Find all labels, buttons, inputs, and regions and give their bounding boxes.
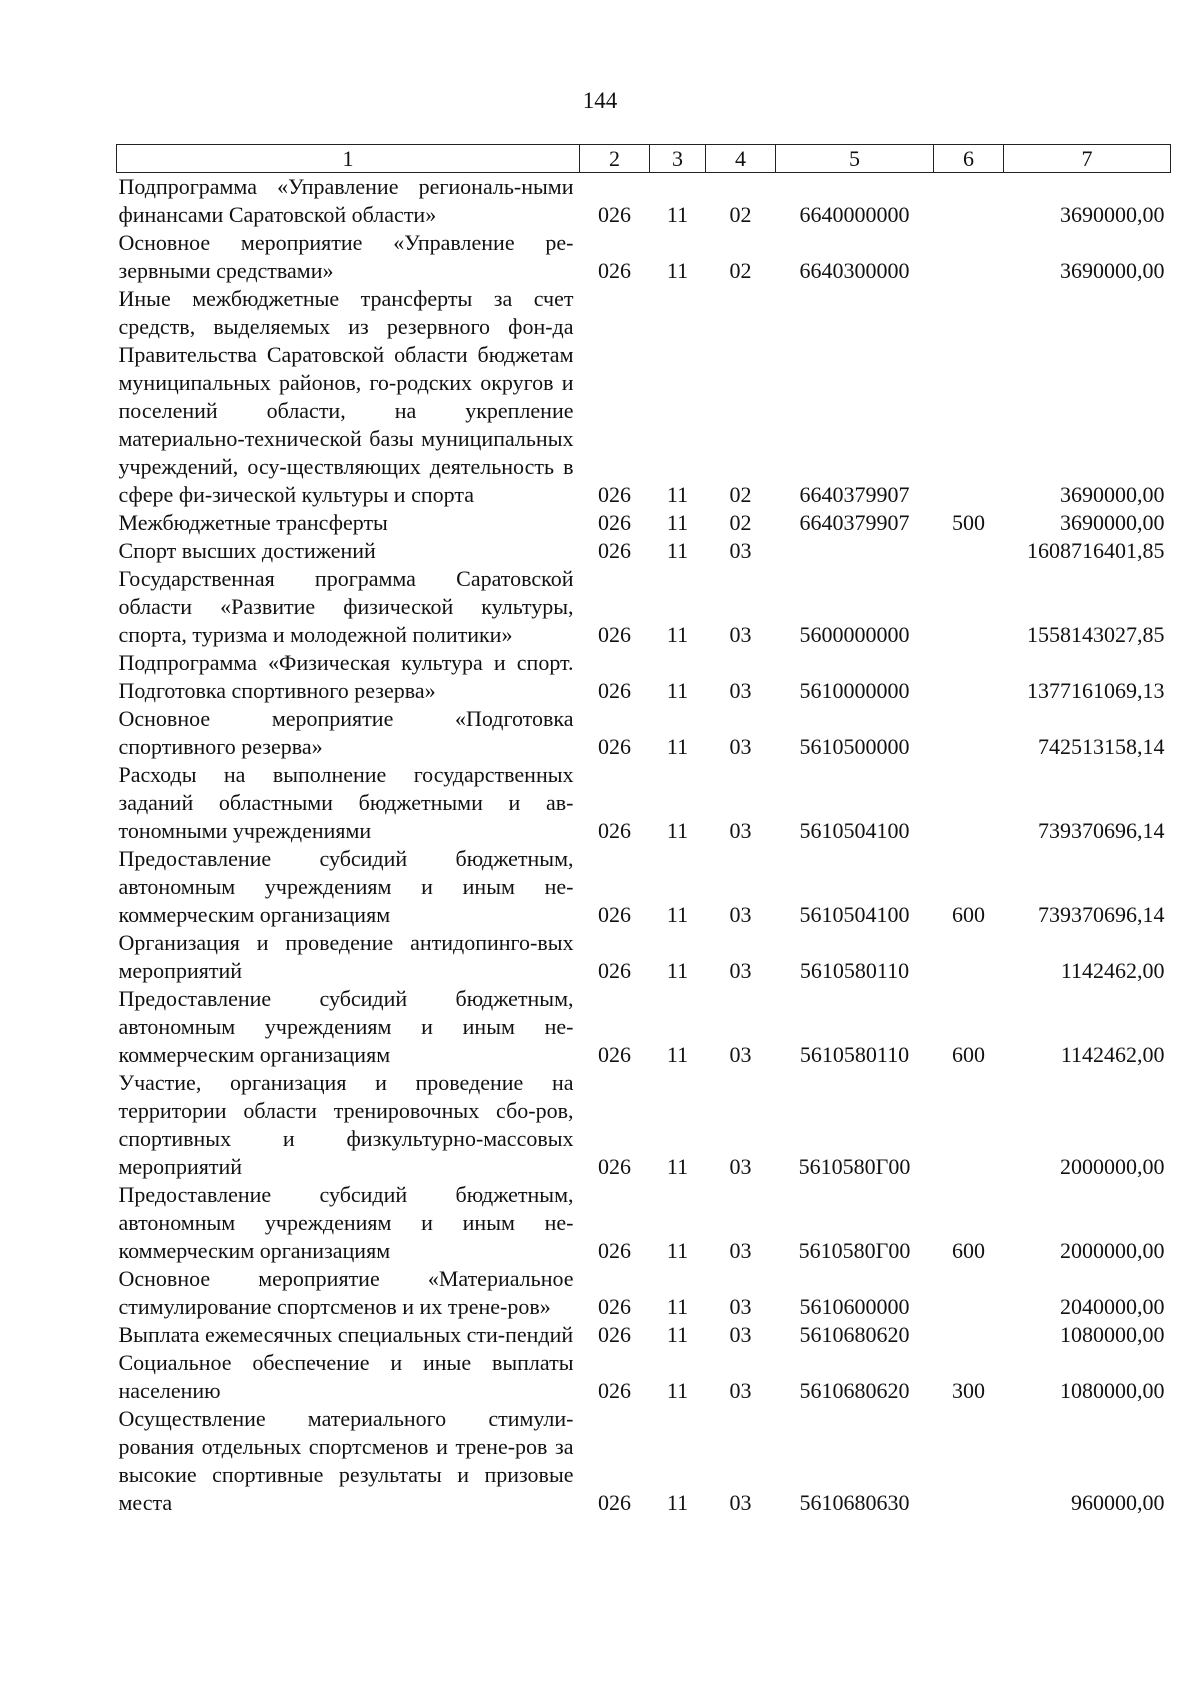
cell-subsection: 03 [729,1322,752,1347]
row-name: Основное мероприятие «Подготовка спортивного резерва» [118,706,574,759]
cell-target-article: 5610504100 [799,902,910,927]
cell-ved: 026 [598,202,631,227]
row-name: Основное мероприятие «Управление ре-зервными средствами» [118,230,574,283]
table-row [117,1405,1171,1517]
table-row [117,1349,1171,1405]
cell-amount: 1558143027,85 [1027,622,1165,647]
cell-section: 11 [666,1042,689,1067]
cell-expense-type [934,761,1004,845]
cell-amount: 1608716401,85 [1027,538,1165,563]
cell-section: 11 [666,538,689,563]
cell-subsection: 03 [729,1378,752,1403]
header-row [117,145,1171,173]
cell-target-article: 5610000000 [799,678,910,703]
cell-expense-type [934,649,1004,705]
cell-expense-type [934,1405,1004,1517]
cell-subsection: 02 [729,510,752,535]
column-header: 2 [580,145,650,173]
cell-target-article: 5610500000 [799,734,910,759]
table-row [117,1181,1171,1265]
cell-amount: 1142462,00 [1060,1042,1165,1067]
row-name: Организация и проведение антидопинго-вых мероприятий [118,930,574,983]
table-row [117,845,1171,929]
cell-subsection: 03 [729,1042,752,1067]
cell-target-article: 5610680630 [799,1490,910,1515]
cell-expense-type: 600 [952,902,985,927]
cell-amount: 2000000,00 [1060,1154,1165,1179]
cell-expense-type [934,229,1004,285]
cell-amount: 2000000,00 [1060,1238,1165,1263]
cell-expense-type: 600 [952,1238,985,1263]
cell-subsection: 03 [729,902,752,927]
cell-expense-type [934,565,1004,649]
cell-target-article [776,537,934,565]
row-name: Социальное обеспечение и иные выплаты населению [118,1350,574,1403]
table-row [117,285,1171,509]
cell-ved: 026 [598,902,631,927]
cell-amount: 1377161069,13 [1027,678,1165,703]
cell-ved: 026 [598,1042,631,1067]
row-name: Участие, организация и проведение на территории области тренировочных сбо-ров, спортивных и физкультурно-массовых мероприятий [118,1070,574,1179]
table-row [117,537,1171,565]
cell-subsection: 03 [729,1238,752,1263]
column-header: 6 [934,145,1004,173]
row-name: Расходы на выполнение государственных заданий областными бюджетными и ав-тономными учреждениями [118,762,574,843]
cell-section: 11 [666,1378,689,1403]
cell-ved: 026 [598,1294,631,1319]
cell-section: 11 [666,1490,689,1515]
cell-section: 11 [666,1238,689,1263]
table-row [117,565,1171,649]
row-name: Спорт высших достижений [118,538,376,563]
cell-ved: 026 [598,510,631,535]
cell-expense-type [934,173,1004,230]
cell-section: 11 [666,958,689,983]
cell-amount: 960000,00 [1071,1490,1165,1515]
table-row [117,1265,1171,1321]
cell-target-article: 6640379907 [799,510,910,535]
cell-target-article: 6640379907 [799,482,910,507]
cell-target-article: 5610680620 [799,1322,910,1347]
table-row [117,705,1171,761]
cell-section: 11 [666,678,689,703]
cell-subsection: 03 [729,678,752,703]
cell-target-article: 5610580110 [799,958,910,983]
cell-section: 11 [666,818,689,843]
cell-subsection: 03 [729,1490,752,1515]
cell-subsection: 02 [729,482,752,507]
cell-ved: 026 [598,1322,631,1347]
cell-ved: 026 [598,958,631,983]
cell-section: 11 [666,1294,689,1319]
cell-target-article: 5610504100 [799,818,910,843]
column-header: 5 [776,145,934,173]
cell-amount: 3690000,00 [1060,258,1165,283]
row-name: Основное мероприятие «Материальное стимулирование спортсменов и их трене-ров» [118,1266,574,1319]
cell-amount: 739370696,14 [1038,818,1165,843]
cell-section: 11 [666,902,689,927]
table-row [117,1069,1171,1181]
row-name: Подпрограмма «Управление региональ-ными финансами Саратовской области» [118,174,574,227]
cell-ved: 026 [598,622,631,647]
cell-ved: 026 [598,734,631,759]
cell-amount: 1080000,00 [1060,1322,1165,1347]
cell-expense-type [934,537,1004,565]
cell-ved: 026 [598,482,631,507]
cell-amount: 742513158,14 [1038,734,1165,759]
row-name: Осуществление материального стимули-рования отдельных спортсменов и трене-ров за высокие спортивные результаты и призовые места [118,1406,574,1515]
cell-subsection: 02 [729,258,752,283]
cell-expense-type [934,285,1004,509]
cell-amount: 739370696,14 [1038,902,1165,927]
cell-target-article: 6640300000 [799,258,910,283]
cell-amount: 1142462,00 [1060,958,1165,983]
cell-subsection: 03 [729,734,752,759]
cell-expense-type [934,705,1004,761]
column-header: 7 [1004,145,1171,173]
row-name: Предоставление субсидий бюджетным, автономным учреждениям и иным не-коммерческим организациям [118,846,574,927]
cell-section: 11 [666,1154,689,1179]
cell-target-article: 5610680620 [799,1378,910,1403]
cell-section: 11 [666,510,689,535]
column-header: 1 [117,145,580,173]
cell-amount: 3690000,00 [1060,482,1165,507]
table-row [117,509,1171,537]
table-row [117,985,1171,1069]
cell-target-article: 5610580Г00 [798,1154,911,1179]
cell-ved: 026 [598,1490,631,1515]
cell-ved: 026 [598,1154,631,1179]
table-row [117,649,1171,705]
cell-section: 11 [666,258,689,283]
table-row [117,229,1171,285]
cell-section: 11 [666,1322,689,1347]
cell-section: 11 [666,622,689,647]
cell-amount: 3690000,00 [1060,202,1165,227]
cell-target-article: 5610580110 [799,1042,910,1067]
row-name: Подпрограмма «Физическая культура и спорт. Подготовка спортивного резерва» [118,650,574,703]
row-name: Межбюджетные трансферты [118,510,388,535]
row-name: Иные межбюджетные трансферты за счет средств, выделяемых из резервного фон-да Правительства Саратовской области бюджетам муниципальных районов, го-родских округов и поселений области, на укрепление материально-технической базы муниципальных учреждений, осу-ществляющих деятельность в сфере фи-зической культуры и спорта [118,286,574,507]
cell-expense-type [934,929,1004,985]
cell-ved: 026 [598,678,631,703]
cell-ved: 026 [598,1378,631,1403]
cell-target-article: 6640000000 [799,202,910,227]
cell-target-article: 5600000000 [799,622,910,647]
row-name: Предоставление субсидий бюджетным, автономным учреждениям и иным не-коммерческим организациям [118,986,574,1067]
cell-subsection: 03 [729,1154,752,1179]
table-row [117,173,1171,230]
cell-amount: 3690000,00 [1060,510,1165,535]
cell-expense-type: 300 [952,1378,985,1403]
cell-expense-type: 500 [952,510,985,535]
cell-subsection: 03 [729,958,752,983]
page-number: 144 [582,88,618,113]
cell-subsection: 03 [729,1294,752,1319]
cell-subsection: 03 [729,818,752,843]
row-name: Государственная программа Саратовской области «Развитие физической культуры, спорта, туризма и молодежной политики» [118,566,574,647]
column-header: 4 [706,145,776,173]
cell-section: 11 [666,734,689,759]
cell-expense-type: 600 [952,1042,985,1067]
cell-subsection: 02 [729,202,752,227]
cell-expense-type [934,1321,1004,1349]
cell-subsection: 03 [729,538,752,563]
cell-ved: 026 [598,538,631,563]
budget-table [116,144,1171,1517]
table-row [117,1321,1171,1349]
cell-section: 11 [666,482,689,507]
cell-target-article: 5610580Г00 [798,1238,911,1263]
cell-subsection: 03 [729,622,752,647]
cell-amount: 1080000,00 [1060,1378,1165,1403]
row-name: Выплата ежемесячных специальных сти-пендий [118,1322,574,1347]
cell-section: 11 [666,202,689,227]
column-header: 3 [650,145,706,173]
cell-target-article: 5610600000 [799,1294,910,1319]
cell-ved: 026 [598,1238,631,1263]
cell-expense-type [934,1265,1004,1321]
cell-expense-type [934,1069,1004,1181]
row-name: Предоставление субсидий бюджетным, автономным учреждениям и иным не-коммерческим организациям [118,1182,574,1263]
table-row [117,761,1171,845]
cell-ved: 026 [598,258,631,283]
table-row [117,929,1171,985]
cell-ved: 026 [598,818,631,843]
cell-amount: 2040000,00 [1060,1294,1165,1319]
